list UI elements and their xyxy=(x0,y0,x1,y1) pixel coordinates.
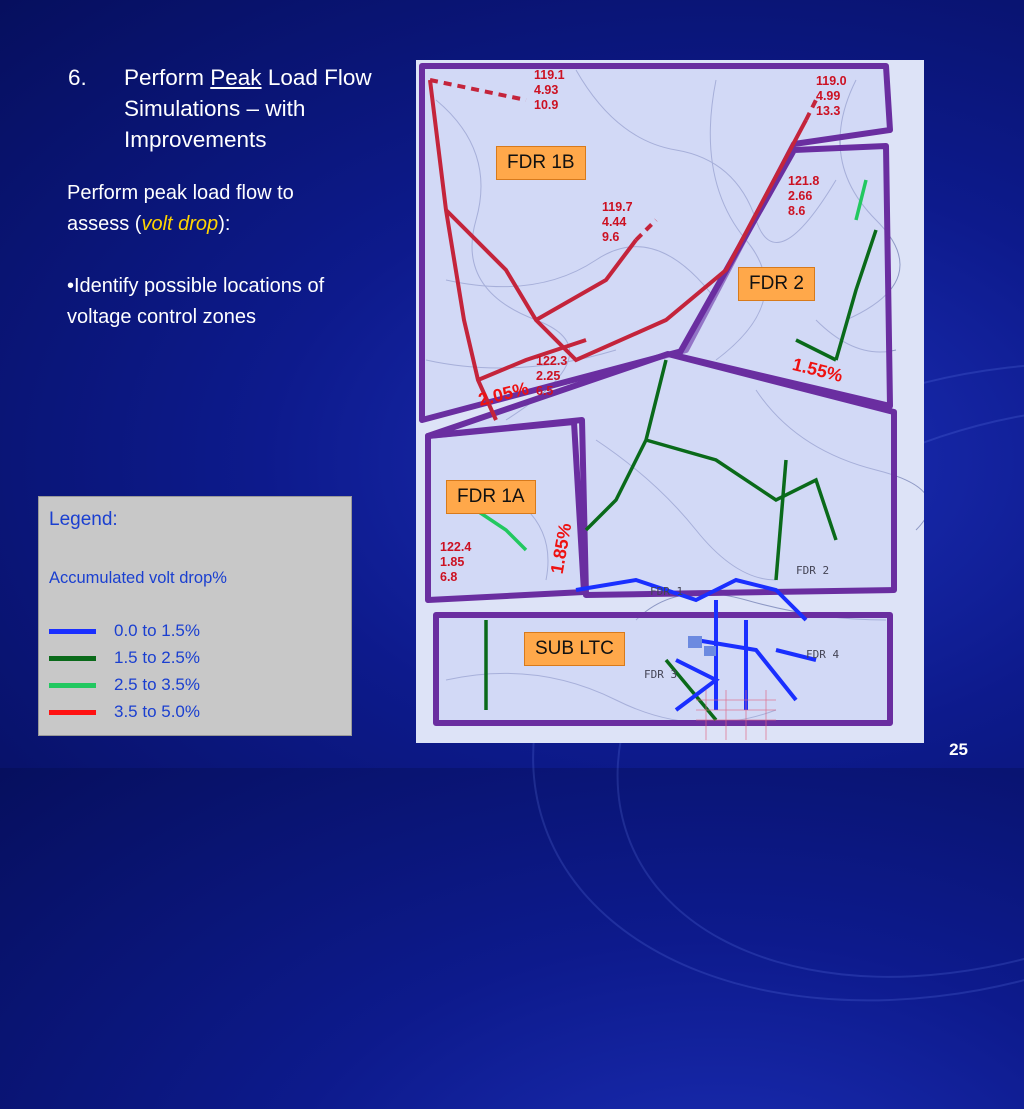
legend-subtitle: Accumulated volt drop% xyxy=(49,569,227,587)
reading-label: 121.8 2.66 8.6 xyxy=(788,174,820,218)
reading-label: 122.3 2.25 6.5 xyxy=(536,354,568,398)
bullet-text: •Identify possible locations of voltage control zones xyxy=(67,275,325,328)
legend-row xyxy=(49,702,339,726)
item-number: 6. xyxy=(68,65,87,90)
zone-label-fdr-1a: FDR 1A xyxy=(446,480,536,514)
legend-label: 1.5 to 2.5% xyxy=(114,648,201,667)
zone-label-fdr-2: FDR 2 xyxy=(738,267,815,301)
legend-row xyxy=(49,621,339,645)
map-label: FDR 1 xyxy=(650,585,684,598)
legend-label: 0.0 to 1.5% xyxy=(114,621,201,640)
legend-swatch xyxy=(49,683,96,688)
reading-label: 119.7 4.44 9.6 xyxy=(602,200,633,244)
map-label: FDR 3 xyxy=(644,668,678,681)
percent-label: 2.05% xyxy=(476,378,531,410)
legend-row xyxy=(49,675,339,699)
legend-swatch xyxy=(49,710,96,715)
legend-label: 3.5 to 5.0% xyxy=(114,702,201,721)
map-label: FDR 2 xyxy=(796,564,830,577)
reading-label: 122.4 1.85 6.8 xyxy=(440,540,472,584)
legend-box xyxy=(38,496,352,736)
zone-label-fdr-1b: FDR 1B xyxy=(496,146,586,180)
legend-label: 2.5 to 3.5% xyxy=(114,675,201,694)
legend-row xyxy=(49,648,339,672)
legend-swatch xyxy=(49,656,96,661)
percent-label: 1.85% xyxy=(546,521,576,576)
reading-label: 119.1 4.93 10.9 xyxy=(534,68,565,112)
body-text xyxy=(67,178,357,333)
map-label: FDR 4 xyxy=(806,648,840,661)
page-number: 25 xyxy=(949,740,968,759)
heading-text: Perform Peak Load Flow Simulations – with Improvements xyxy=(124,65,372,152)
legend-swatch xyxy=(49,629,96,634)
percent-label: 1.55% xyxy=(790,354,845,386)
peak-link[interactable]: Peak xyxy=(210,65,262,90)
feeder-map xyxy=(416,60,924,743)
zone-label-sub-ltc: SUB LTC xyxy=(524,632,625,666)
assess-line: Perform peak load flow to assess (volt drop): xyxy=(67,182,294,235)
legend-title: Legend: xyxy=(49,509,118,530)
reading-label: 119.0 4.99 13.3 xyxy=(816,74,847,118)
